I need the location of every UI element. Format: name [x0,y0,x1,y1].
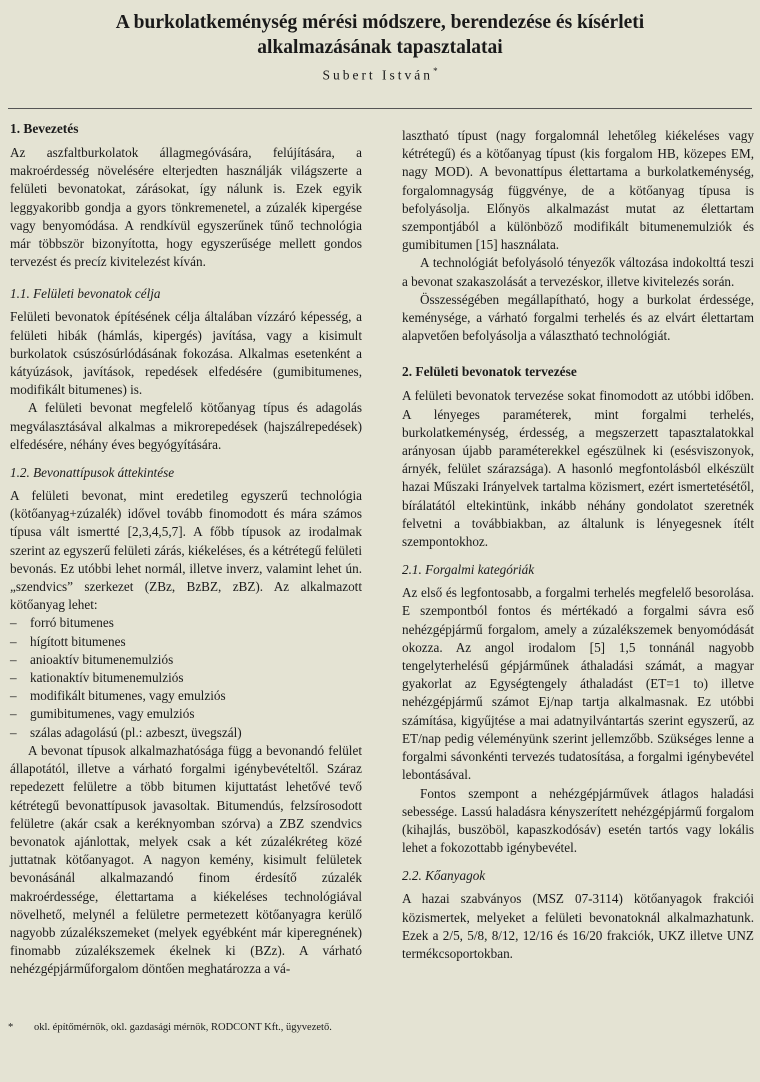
author-footnote-mark: * [433,66,438,76]
list-item: – forró bitumenes [10,614,362,632]
list-item: – anioaktív bitumenemulziós [10,651,362,669]
list-item: – szálas adagolású (pl.: azbeszt, üvegszál) [10,724,362,742]
title-line-2: alkalmazásának tapasztalatai [257,37,503,58]
section-2-1-heading: 2.1. Forgalmi kategóriák [402,562,535,578]
right-column [402,127,754,963]
binder-list [10,614,362,741]
header-divider [8,108,752,109]
list-item: – modifikált bitumenes, vagy emulziós [10,687,362,705]
list-item: – hígított bitumenes [10,633,362,651]
section-2-paragraph: A felületi bevonatok tervezése sokat finomodott az utóbbi időben. A lényeges paraméterek, mint forgalmi terhelés, burkolatkeménység, érdesség, a megszerzett tapasztalatokkal arányosan újabb paraméterekkel egészülnek ki (esésviszonyok, árnyék, felület szárazsága). A hasonló megfontolásból elkészült hazai Műszaki Irányelvek tartalma közismert, ezért ismertetésétől, bírálatától eltekintünk, inkább néhány gondolatot szeretnék felvetni a továbbiakban, az általunk is lényegesnek ítélt szempontokhoz. [402,388,754,550]
left-column [10,120,362,979]
section-2-heading: 2. Felületi bevonatok tervezése [402,364,577,380]
paper-title [40,10,720,60]
section-1-2-heading: 1.2. Bevonattípusok áttekintése [10,465,175,481]
continued-paragraph-3: Összességében megállapítható, hogy a burkolat érdessége, keménysége, a várható forgalmi terhelés és az elvárt élettartam alapvetően befolyásolja a választható technológiát. [402,291,754,344]
section-1-1-paragraph-2: A felületi bevonat megfelelő kötőanyag típus és adagolás megválasztásával alkalmas a mikrorepedések (hajszálrepedések) elfedésére, néhány éves begyógyítására. [10,400,362,452]
footnote-text: okl. építőmérnök, okl. gazdasági mérnök, RODCONT Kft., ügyvezető. [34,1022,332,1033]
section-1-2-paragraph-1: A felületi bevonat, mint eredetileg egyszerű technológia (kötőanyag+zúzalék) idővel tovább finomodott és mára számos típusa vált ismertté [2,3,4,5,7]. A főbb típusok az irodalmak szerint az egyszerű felületi zárás, kiékeléses, és a kétrétegű felületi bevonás. Ez utóbbi lehet normál, illetve inverz, valamint lehet ún. „szendvics” szerkezet (ZBz, BzBZ, zBZ). Az alkalmazott kötőanyag lehet: [10,488,362,613]
continued-paragraph-2: A technológiát befolyásoló tényezők változása indokolttá teszi a bevonat szakaszolását a tervezéskor, illetve kivitelezés során. [402,255,754,289]
list-item: – kationaktív bitumenemulziós [10,669,362,687]
section-2-2-paragraph: A hazai szabványos (MSZ 07-3114) kötőanyagok frakciói közismertek, melyeket a felületi bevonatoknál alkalmazhatunk. Ezek a 2/5, 5/8, 8/12, 12/16 és 16/20 frakciók, UKZ illetve UNZ termékcsoportokban. [402,891,754,961]
author-name: Subert István [322,67,434,83]
author-line [0,66,760,84]
section-1-1-paragraph-1: Felületi bevonatok építésének célja általában vízzáró képesség, a felületi hibák (hámlás, kipergés) javítása, vagy a kisimult burkolatok csúszósúrlódásának fokozása. Alkalmas esetenként a kátyúzások, javítások, repedések elfedésére (gumibitumenes, modifikált bitumenes) is. [10,309,362,398]
section-2-1-paragraph-2: Fontos szempont a nehézgépjárművek átlagos haladási sebessége. Lassú haladásra kényszerített nehézgépjármű forgalom (kihajlás, buszöböl, kapaszkodósáv) esetén tartós vagy lokális lehet a fokozottabb igénybevétel. [402,785,754,856]
continued-paragraph-1: lasztható típust (nagy forgalomnál lehetőleg kiékeléses vagy kétrétegű) és a kötőanyag típust (kis forgalom HB, közepes EM, nagy MOD). A bevonattípus élettartama a burkolatkeménység, forgalomnagyság függvénye, de a kötőanyag típusa is befolyásolja. Előnyös alkalmazást mutat az élettartam szempontjából a különböző modifikált bitumenemulziók és gumibitumen [15] használata. [402,128,754,253]
section-1-heading: 1. Bevezetés [10,121,79,136]
section-1-1-heading: 1.1. Felületi bevonatok célja [10,286,161,302]
footnote-mark: * [8,1022,14,1033]
section-2-1-paragraph-1: Az első és legfontosabb, a forgalmi terhelés megfelelő besorolása. E szempontból fontos és mértékadó a forgalmi sávra eső nehézgépjármű forgalom, amely a zúzalékszemek benyomódását okozza. Az angol irodalom [5] 1,5 tonnánál nagyobb tengelyterhelésű gépjárműnek áthaladási számát, a magyar gyakorlat az Egységtengely áthaladást (ET=1 to) illetve nehézgépjármű számot Ej/nap tartja alkalmasnak. Ez utóbbi számítása, kigyűjtése a mai adatnyilvántartás szerint egyszerű, az ET/nap pedig véleményünk szerint jellemzőbb. Szükséges lenne a forgalmi sávonkénti tervezés tudatosítása, a forgalmi igénybevétel lebontásával. [402,585,754,783]
section-1-paragraph: Az aszfaltburkolatok állagmegóvására, felújítására, a makroérdesség növelésére elterjedten használják világszerte a felületi bevonatokat, zárásokat, így nálunk is. Ezek egyik leggyakoribb gondja a gyors tönkremenetel, a zúzalék kipergése vagy benyomódása. A rendkívül egyszerűnek tűnő technológia már többször bizonyította, hogy egyszerűsége mellett gondos tervezést és precíz kivitelezést kíván. [10,145,362,270]
section-1-2-paragraph-2: A bevonat típusok alkalmazhatósága függ a bevonandó felület állapotától, illetve a várható forgalmi igénybevételtől. Száraz repedezett felületre a több bitumen kijuttatást lehetővé tevő kétrétegű bevonattípusok javasoltak. Bitumendús, felzsírosodott felületre (akár csak a keréknyomban szórva) a ZBZ szendvics bevonatok ajánlottak, melyek csak a két zúzalékréteg közé juttatnak kötőanyagot. A nagyon kemény, kisimult felületek bevonásánál alkalmazandó finom érdesítő zúzalék makroérdessége, élettartama a kiékeléses technológiával növelhető, melynél a felületre permetezett kötőanyagra kerülő nagyobb zúzalékszemeket (melyek egyébként már kiperegnének) finomabb zúzalékszemek ékelnek ki (BZz). A várható nehézgépjárműforgalom döntően meghatározza a vá- [10,742,362,977]
title-line-1: A burkolatkeménység mérési módszere, berendezése és kísérleti [115,12,645,33]
list-item: – gumibitumenes, vagy emulziós [10,705,362,723]
footnote [8,1021,408,1035]
section-2-2-heading: 2.2. Kőanyagok [402,868,486,884]
